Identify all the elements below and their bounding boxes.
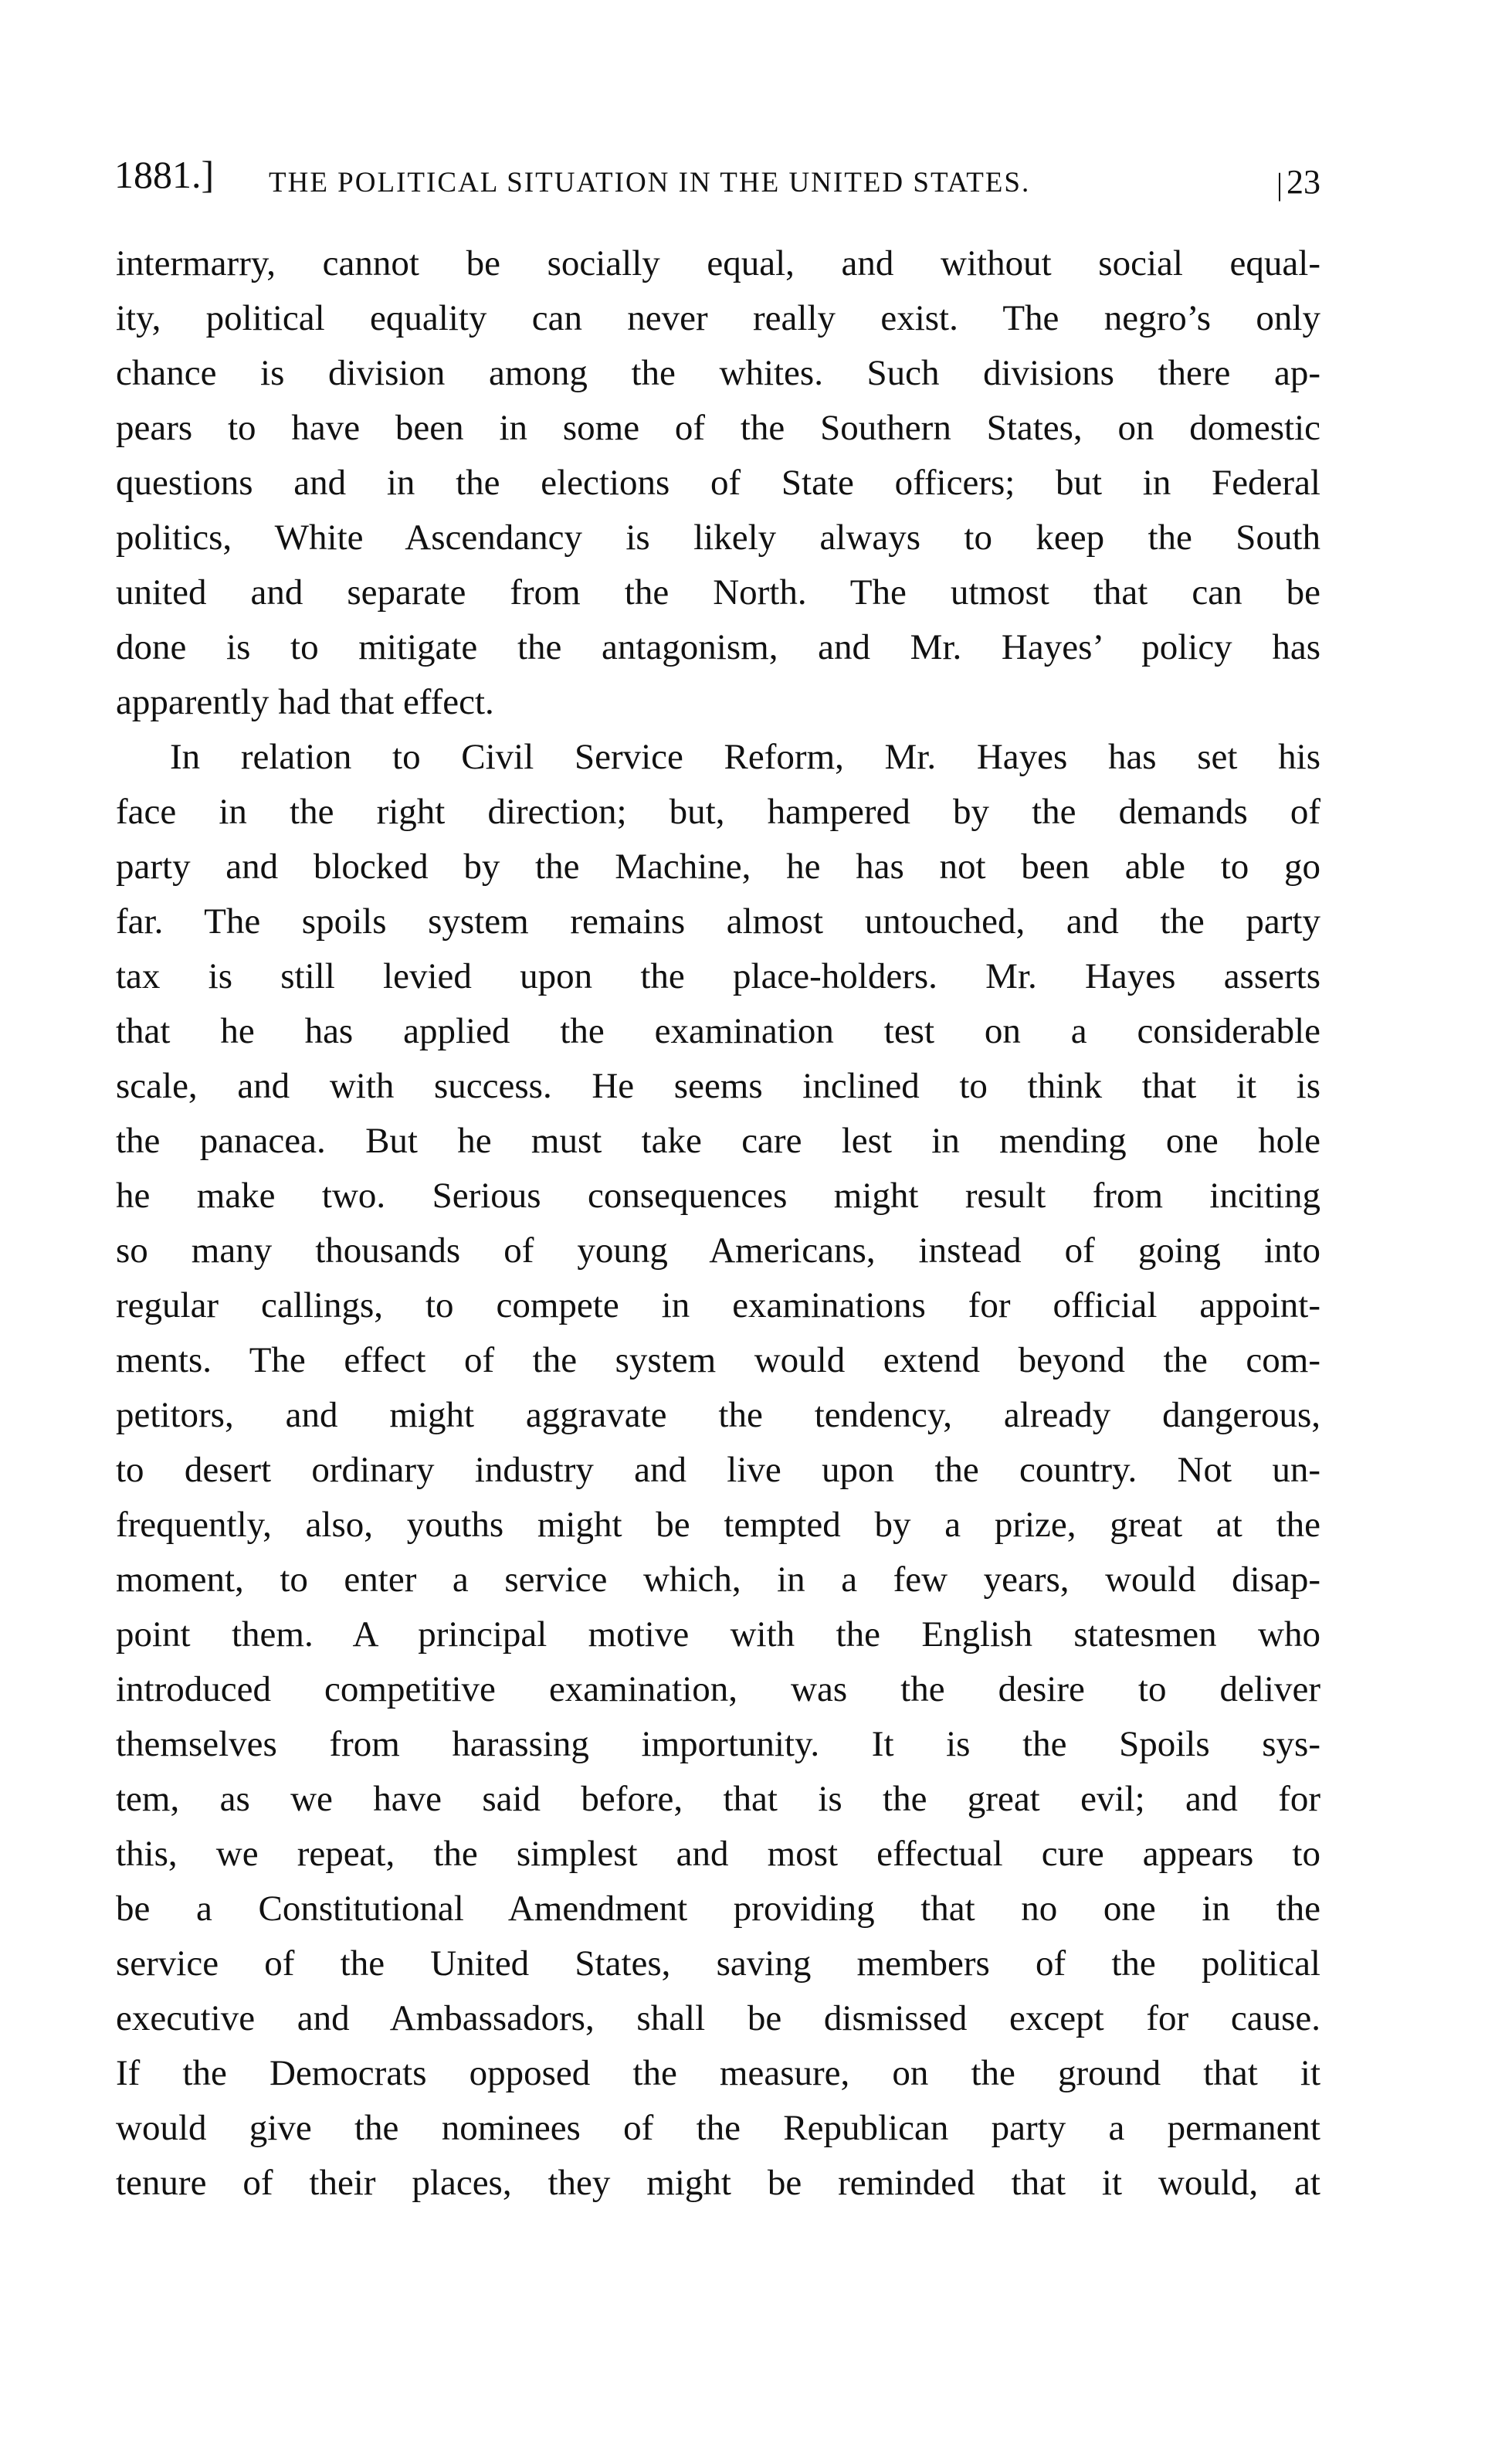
text-line: scale, and with success. He seems inclined to think that it is — [116, 1066, 1320, 1106]
text-line: united and separate from the North. The utmost that can be — [116, 572, 1320, 613]
text-line: to desert ordinary industry and live upon the country. Not un- — [116, 1450, 1320, 1490]
text-line: intermarry, cannot be socially equal, and without social equal- — [116, 243, 1320, 283]
text-line: regular callings, to compete in examinations for official appoint- — [116, 1285, 1320, 1325]
text-line: point them. A principal motive with the English statesmen who — [116, 1614, 1320, 1655]
text-line: moment, to enter a service which, in a few years, would disap- — [116, 1560, 1320, 1600]
text-line: ity, political equality can never really exist. The negro’s only — [116, 298, 1320, 338]
header-separator: | — [1276, 167, 1283, 202]
text-line: he make two. Serious consequences might result from inciting — [116, 1176, 1320, 1216]
text-line: frequently, also, youths might be tempted by a prize, great at the — [116, 1505, 1320, 1545]
text-line: chance is division among the whites. Such divisions there ap- — [116, 353, 1320, 393]
text-line: face in the right direction; but, hampered by the demands of — [116, 792, 1320, 832]
text-line: tem, as we have said before, that is the great evil; and for — [116, 1779, 1320, 1819]
text-line: pears to have been in some of the Southern States, on domestic — [116, 408, 1320, 448]
text-line: If the Democrats opposed the measure, on the ground that it — [116, 2053, 1320, 2093]
text-line: done is to mitigate the antagonism, and Mr. Hayes’ policy has — [116, 627, 1320, 667]
text-line: this, we repeat, the simplest and most effectual cure appears to — [116, 1834, 1320, 1874]
text-line: be a Constitutional Amendment providing that no one in the — [116, 1889, 1320, 1929]
text-line: service of the United States, saving members of the political — [116, 1943, 1320, 1984]
body-text — [116, 236, 1320, 2211]
running-header — [114, 151, 1320, 213]
text-line: that he has applied the examination test on a considerable — [116, 1011, 1320, 1051]
header-title: THE POLITICAL SITUATION IN THE UNITED STATES. — [269, 167, 1031, 199]
text-line: petitors, and might aggravate the tendency, already dangerous, — [116, 1395, 1320, 1435]
text-line: ments. The effect of the system would extend beyond the com- — [116, 1340, 1320, 1380]
text-line: tax is still levied upon the place-holders. Mr. Hayes asserts — [116, 956, 1320, 996]
text-line: introduced competitive examination, was the desire to deliver — [116, 1669, 1320, 1709]
text-line: politics, White Ascendancy is likely always to keep the South — [116, 518, 1320, 558]
text-line: so many thousands of young Americans, instead of going into — [116, 1230, 1320, 1271]
text-line: tenure of their places, they might be reminded that it would, at — [116, 2163, 1320, 2203]
text-line: far. The spoils system remains almost untouched, and the party — [116, 901, 1320, 942]
text-line: questions and in the elections of State officers; but in Federal — [116, 463, 1320, 503]
text-line: themselves from harassing importunity. It is the Spoils sys- — [116, 1724, 1320, 1764]
text-line: party and blocked by the Machine, he has not been able to go — [116, 847, 1320, 887]
page-number: 23 — [1287, 163, 1320, 201]
header-year: 1881.] — [114, 153, 215, 196]
paragraph-start-line: In relation to Civil Service Reform, Mr. Hayes has set his — [170, 737, 1320, 777]
text-line: executive and Ambassadors, shall be dismissed except for cause. — [116, 1998, 1320, 2038]
text-line: apparently had that effect. — [116, 682, 494, 722]
text-line: would give the nominees of the Republican party a permanent — [116, 2108, 1320, 2148]
text-line: the panacea. But he must take care lest in mending one hole — [116, 1121, 1320, 1161]
